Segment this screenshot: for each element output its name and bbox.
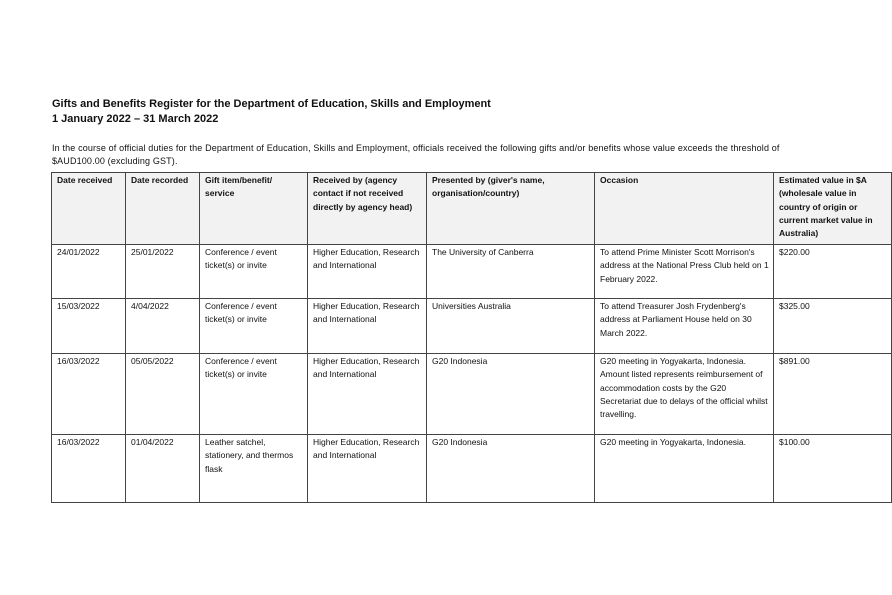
cell-received-by: Higher Education, Research and International [308, 245, 427, 299]
header-presented-by: Presented by (giver's name, organisation/country) [427, 173, 595, 245]
cell-gift-item: Conference / event ticket(s) or invite [200, 299, 308, 354]
title-heading: Gifts and Benefits Register for the Department of Education, Skills and Employment [52, 98, 491, 110]
cell-date-received: 24/01/2022 [52, 245, 126, 299]
cell-date-recorded: 01/04/2022 [126, 435, 200, 503]
cell-gift-item: Conference / event ticket(s) or invite [200, 354, 308, 435]
cell-date-received: 15/03/2022 [52, 299, 126, 354]
table-row [52, 245, 892, 299]
header-estimated-value: Estimated value in $A (wholesale value in country of origin or current market value in Australia) [774, 173, 892, 245]
cell-presented-by: The University of Canberra [427, 245, 595, 299]
cell-received-by: Higher Education, Research and International [308, 299, 427, 354]
cell-date-recorded: 05/05/2022 [126, 354, 200, 435]
table-row [52, 299, 892, 354]
table-row [52, 435, 892, 503]
cell-occasion: To attend Prime Minister Scott Morrison's address at the National Press Club held on 1 February 2022. [595, 245, 774, 299]
intro-paragraph: In the course of official duties for the Department of Education, Skills and Employment, officials received the following gifts and/or benefits whose value exceeds the threshold of $AUD100.00 (excluding GST). [52, 143, 780, 166]
cell-received-by: Higher Education, Research and International [308, 354, 427, 435]
title-period: 1 January 2022 – 31 March 2022 [52, 113, 219, 125]
header-occasion: Occasion [595, 173, 774, 245]
cell-date-received: 16/03/2022 [52, 354, 126, 435]
page-title [52, 97, 491, 127]
cell-presented-by: Universities Australia [427, 299, 595, 354]
table-header-row [52, 173, 892, 245]
gifts-register-table [51, 172, 892, 503]
cell-occasion: G20 meeting in Yogyakarta, Indonesia. [595, 435, 774, 503]
cell-value: $220.00 [774, 245, 892, 299]
cell-value: $891.00 [774, 354, 892, 435]
cell-gift-item: Leather satchel, stationery, and thermos flask [200, 435, 308, 503]
cell-date-recorded: 4/04/2022 [126, 299, 200, 354]
header-date-recorded: Date recorded [126, 173, 200, 245]
cell-presented-by: G20 Indonesia [427, 435, 595, 503]
header-gift-item: Gift item/benefit/ service [200, 173, 308, 245]
cell-occasion: G20 meeting in Yogyakarta, Indonesia. Amount listed represents reimbursement of accommodation costs by the G20 Secretariat due to delays of the official whilst travelling. [595, 354, 774, 435]
cell-gift-item: Conference / event ticket(s) or invite [200, 245, 308, 299]
cell-value: $100.00 [774, 435, 892, 503]
header-received-by: Received by (agency contact if not received directly by agency head) [308, 173, 427, 245]
cell-presented-by: G20 Indonesia [427, 354, 595, 435]
cell-date-recorded: 25/01/2022 [126, 245, 200, 299]
cell-received-by: Higher Education, Research and International [308, 435, 427, 503]
cell-date-received: 16/03/2022 [52, 435, 126, 503]
table-row [52, 354, 892, 435]
cell-occasion: To attend Treasurer Josh Frydenberg's address at Parliament House held on 30 March 2022. [595, 299, 774, 354]
cell-value: $325.00 [774, 299, 892, 354]
header-date-received: Date received [52, 173, 126, 245]
